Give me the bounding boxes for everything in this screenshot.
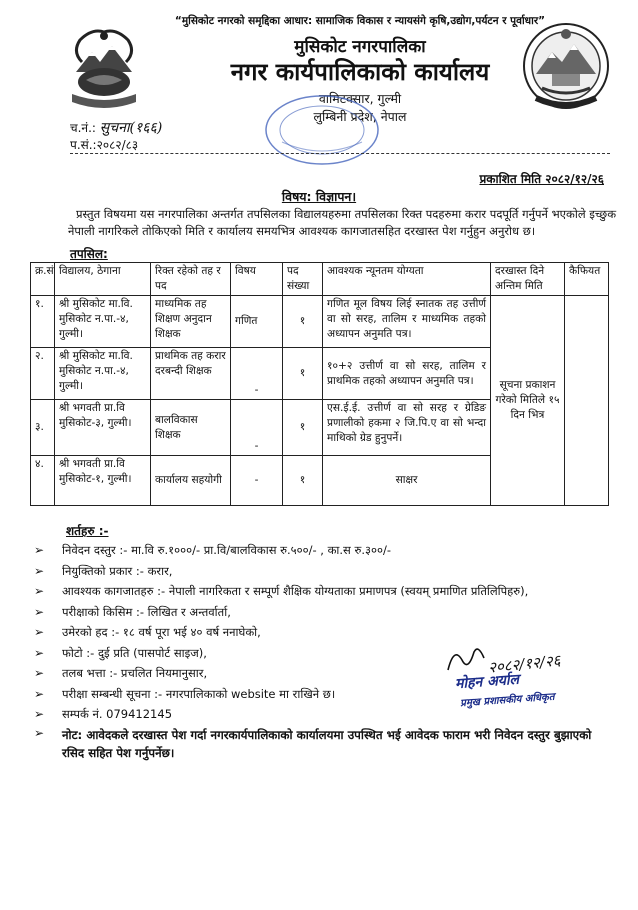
address-line-1: वामिटक्सार, गुल्मी <box>318 91 402 106</box>
row-sn: १. <box>31 296 55 348</box>
row-qualification: एस.ई.ई. उत्तीर्ण वा सो सरह र ग्रेडिङ प्रणालीको हकमा २ जि.पि.ए वा सो भन्दा माथिको ग्रेड हुनुपर्ने। <box>323 400 491 456</box>
details-heading: तपसिल: <box>70 247 108 261</box>
ref-value: सुचना(१६६) <box>99 120 163 136</box>
list-item: ➢ परीक्षा सम्बन्धी सूचना :- नगरपालिकाको website मा राखिने छ। <box>34 684 614 705</box>
fy-label: प.सं.: <box>70 138 97 152</box>
deadline-cell: सूचना प्रकाशन गरेको मितिले १५ दिन भित्र <box>491 296 565 506</box>
fy-value: २०८२/८३ <box>96 138 139 152</box>
row-school: श्री भगवती प्रा.वि मुसिकोट-३, गुल्मी। <box>55 400 151 456</box>
published-date: प्रकाशित मिति २०८२/१२/२६ <box>479 172 604 186</box>
col-post: रिक्त रहेको तह र पद <box>151 263 231 296</box>
row-count: १ <box>283 296 323 348</box>
col-school: विद्यालय, ठेगाना <box>55 263 151 296</box>
col-qualification: आवश्यक न्यूनतम योग्यता <box>323 263 491 296</box>
list-item: ➢ उमेरको हद :- १८ वर्ष पूरा भई ४० वर्ष ननाघेको, <box>34 622 614 643</box>
note-paragraph: नोट: आवेदकले दरखास्त पेश गर्दा नगरकार्यपालिकाको कार्यालयमा उपस्थित भई आवेदक फाराम भरी निवेदन दस्तुर बुझाएको रसिद सहित पेश गर्नुपर्नेछ। <box>62 728 592 760</box>
signatory-name: मोहन अर्याल <box>454 671 520 693</box>
row-subject: गणित <box>231 296 283 348</box>
list-item: ➢ फोटो :- दुई प्रति (पासपोर्ट साइज), <box>34 643 614 664</box>
list-item: ➢ आवश्यक कागजातहरु :- नेपाली नागरिकता र सम्पूर्ण शैक्षिक योग्यताका प्रमाणपत्र (स्वयम् प्रमाणित प्रतिलिपिहरु), <box>34 581 614 602</box>
arrow-icon: ➢ <box>34 707 45 721</box>
list-item: ➢ परीक्षाको किसिम :- लिखित र अन्तर्वार्ता, <box>34 602 614 623</box>
arrow-icon: ➢ <box>34 604 45 619</box>
row-subject: - <box>231 400 283 456</box>
header-divider <box>70 153 610 154</box>
address-line-2: लुम्बिनी प्रदेश, नेपाल <box>313 109 407 124</box>
col-remarks: कैफियत <box>565 263 609 296</box>
remarks-cell <box>565 296 609 506</box>
row-post: बालविकास शिक्षक <box>151 400 231 456</box>
row-post: कार्यालय सहयोगी <box>151 456 231 506</box>
col-count: पद संख्या <box>283 263 323 296</box>
row-count: १ <box>283 348 323 400</box>
arrow-icon: ➢ <box>34 543 45 557</box>
col-subject: विषय <box>231 263 283 296</box>
header-slogan: “मुसिकोट नगरको समृद्दिका आधार: सामाजिक विकास र न्यायसंगे कृषि,उद्योग,पर्यटन र पूर्वाधार” <box>174 15 546 27</box>
office-title: नगर कार्यपालिकाको कार्यालय <box>230 58 490 86</box>
row-qualification: गणित मूल विषय लिई स्नातक तह उत्तीर्ण वा सो सरह, तालिम र माध्यमिक तहको अध्यापन अनुमति पत्र। <box>323 296 491 348</box>
subject-line: विषय: विज्ञापन। <box>281 189 357 204</box>
arrow-icon: ➢ <box>34 726 45 740</box>
row-subject: - <box>231 348 283 400</box>
arrow-icon: ➢ <box>34 563 45 578</box>
row-count: १ <box>283 456 323 506</box>
office-stamp-icon <box>262 92 382 170</box>
row-post: माध्यमिक तह शिक्षण अनुदान शिक्षक <box>151 296 231 348</box>
list-item: ➢ निवेदन दस्तुर :- मा.वि रु.१०००/- प्रा.वि/बालविकास रु.५००/- , का.स रु.३००/- <box>34 540 614 561</box>
signature-date: २०८२/१२/२६ <box>487 651 562 677</box>
table-row <box>31 296 609 348</box>
arrow-icon: ➢ <box>34 666 45 680</box>
row-qualification: साक्षर <box>323 456 491 506</box>
intro-paragraph: प्रस्तुत विषयमा यस नगरपालिका अन्तर्गत तपसिलका विद्यालयहरुमा तपसिलका रिक्त पदहरुमा करार पदपूर्ति गर्नुपर्ने भएकोले इच्छुक नेपाली नागरिकले तोकिएको मिति र कार्यालय समयभित्र आवश्यक कागजातसहित दरखास्त पेश गर्नुहुन अनुरोध छ। <box>68 207 617 238</box>
arrow-icon: ➢ <box>34 625 45 639</box>
vacancy-table <box>30 262 609 506</box>
col-deadline: दरखास्त दिने अन्तिम मिति <box>491 263 565 296</box>
ref-label: च.नं.: <box>70 121 96 135</box>
col-sn: क्र.सं <box>31 263 55 296</box>
row-school: श्री मुसिकोट मा.वि. मुसिकोट न.पा.-४, गुल्मी। <box>55 348 151 400</box>
row-sn: ३. <box>31 400 55 456</box>
row-qualification: १०+२ उत्तीर्ण वा सो सरह, तालिम र प्राथमिक तहको अध्यापन अनुमति पत्र। <box>323 348 491 400</box>
arrow-icon: ➢ <box>34 645 45 660</box>
arrow-icon: ➢ <box>34 584 45 598</box>
row-sn: २. <box>31 348 55 400</box>
row-school: श्री भगवती प्रा.वि मुसिकोट-१, गुल्मी। <box>55 456 151 506</box>
list-item: ➢ तलब भत्ता :- प्रचलित नियमानुसार, <box>34 663 614 684</box>
conditions-title: शर्तहरु :- <box>66 524 109 538</box>
fiscal-year <box>70 136 138 153</box>
row-sn: ४. <box>31 456 55 506</box>
list-item: ➢ सम्पर्क नं. 079412145 <box>34 704 614 725</box>
row-school: श्री मुसिकोट मा.वि. मुसिकोट न.पा.-४, गुल्मी। <box>55 296 151 348</box>
list-item: ➢ नियुक्तिको प्रकार :- करार, <box>34 561 614 582</box>
table-header-row <box>31 263 609 296</box>
row-count: १ <box>283 400 323 456</box>
row-subject: - <box>231 456 283 506</box>
arrow-icon: ➢ <box>34 686 45 701</box>
row-post: प्राथमिक तह करार दरबन्दी शिक्षक <box>151 348 231 400</box>
nepal-emblem-icon <box>62 22 146 114</box>
municipality-name: मुसिकोट नगरपालिका <box>294 37 426 57</box>
reference-number <box>70 118 162 137</box>
signatory-title: प्रमुख प्रशासकीय अधिकृत <box>459 691 555 710</box>
